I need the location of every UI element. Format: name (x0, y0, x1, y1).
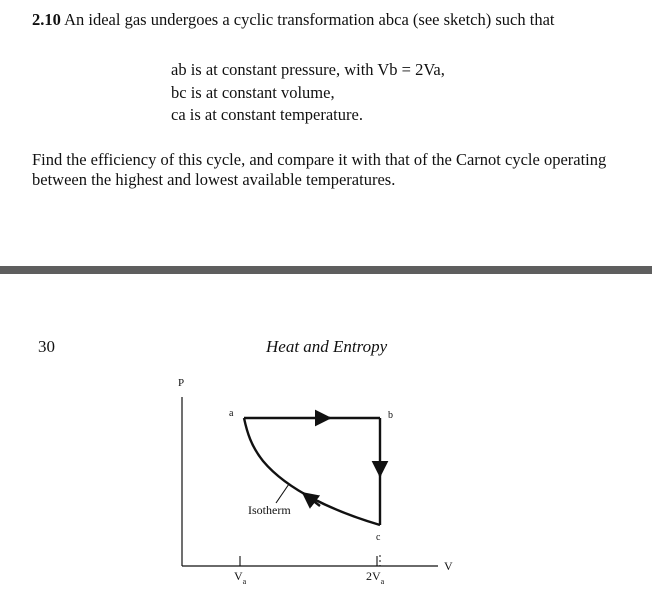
condition-ab: ab is at constant pressure, with Vb = 2Va, (171, 60, 445, 79)
condition-bc: bc is at constant volume, (171, 82, 335, 102)
condition-ca: ca is at constant temperature. (171, 105, 363, 124)
va-subscript: a (242, 577, 247, 586)
2va-tick-label (366, 569, 385, 586)
isotherm-label: Isotherm (248, 503, 291, 517)
2va-subscript: a (380, 577, 385, 586)
2va-main: 2V (366, 569, 381, 583)
question-line-2: between the highest and lowest available temperatures. (32, 170, 396, 189)
v-axis-label: V (444, 559, 453, 573)
va-tick-label (234, 569, 247, 586)
point-b-label: b (388, 410, 393, 421)
va-main: V (234, 569, 243, 583)
point-c-label: c (376, 532, 381, 543)
point-a-label: a (229, 408, 234, 419)
problem-number: 2.10 (32, 10, 61, 29)
running-head: Heat and Entropy (266, 337, 388, 356)
isotherm-leader-line (276, 484, 289, 503)
ca-direction-arrow (303, 493, 320, 506)
problem-intro: An ideal gas undergoes a cyclic transformation abca (see sketch) such that (64, 10, 555, 29)
p-axis-label: P (178, 377, 185, 389)
page-number: 30 (38, 337, 55, 356)
question-line-1: Find the efficiency of this cycle, and compare it with that of the Carnot cycle operating (32, 150, 607, 169)
